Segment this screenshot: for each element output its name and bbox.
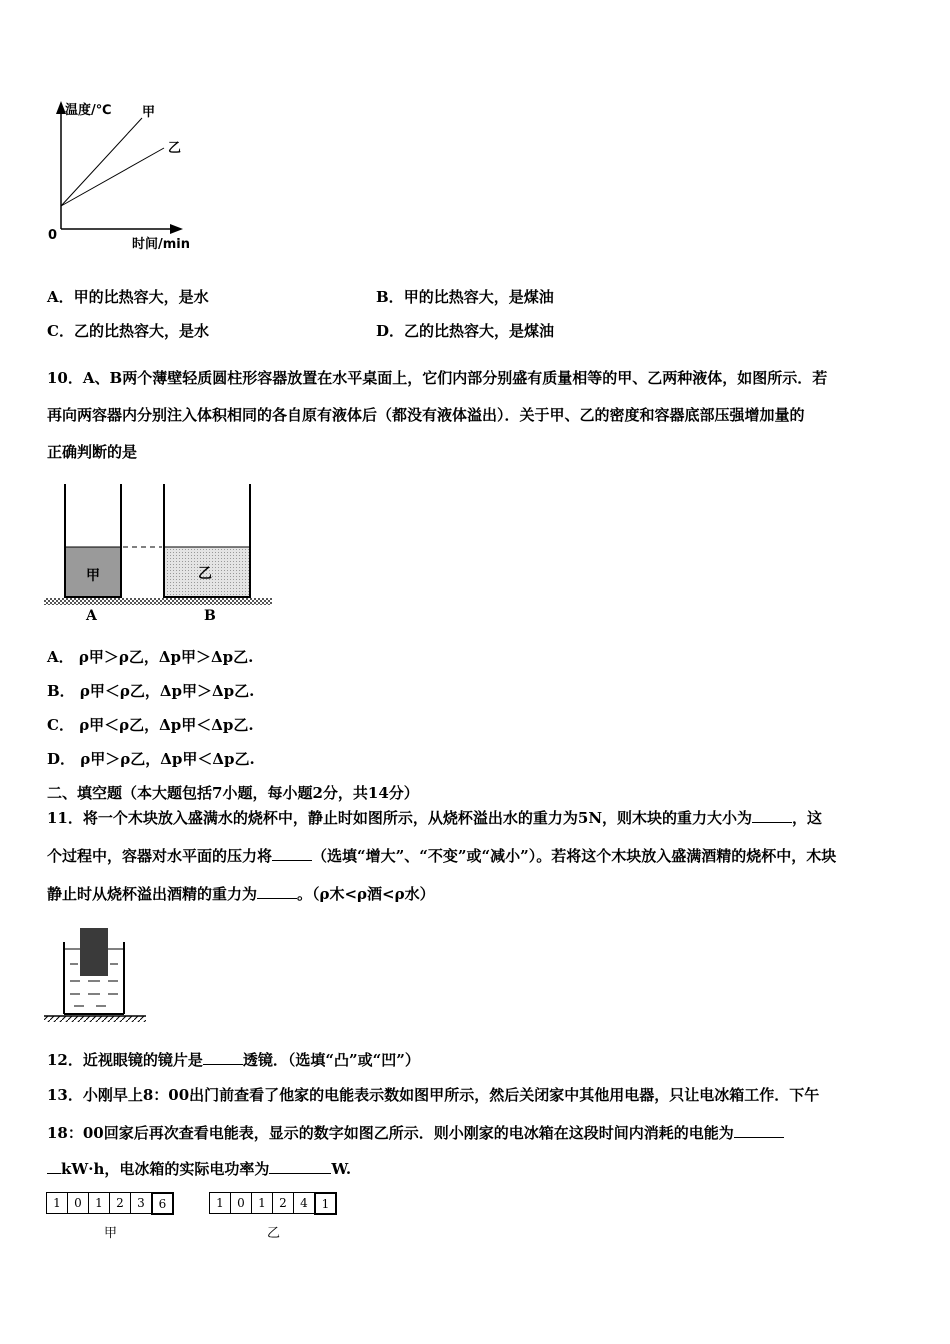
containers-figure: [44, 480, 276, 625]
q11-line1: 11．将一个木块放入盛满水的烧杯中，静止时如图所示，从烧杯溢出水的重力为5N，则木块的重力大小为 ，这: [47, 809, 823, 827]
q10-option-a: A． ρ甲＞ρ乙，Δp甲＞Δp乙.: [47, 648, 254, 666]
q10-option-b: B． ρ甲＜ρ乙，Δp甲＞Δp乙.: [47, 682, 255, 700]
q11-line2: 个过程中，容器对水平面的压力将 （选填“增大”、“不变”或“减小”）。若将这个木块放入盛满酒精的烧杯中，木块: [47, 847, 837, 865]
line-b-label: 乙: [168, 141, 182, 156]
q13-line3: kW·h，电冰箱的实际电功率为 W.: [47, 1158, 351, 1179]
liquid-a-label: 甲: [86, 568, 100, 584]
q9-option-a: A．甲的比热容大，是水: [47, 288, 209, 306]
q13-line1: 13．小刚早上8：00出门前查看了他家的电能表示数如图甲所示，然后关闭家中其他用电器，只让电冰箱工作．下午: [47, 1086, 820, 1104]
temperature-time-graph: [40, 96, 220, 256]
meter-a-digit: 2: [109, 1192, 131, 1214]
q13-blank-1[interactable]: [734, 1123, 784, 1138]
q11-line3: 静止时从烧杯溢出酒精的重力为 。（ρ木<ρ酒<ρ水）: [47, 885, 435, 903]
q10-option-d: D． ρ甲＞ρ乙，Δp甲＜Δp乙.: [47, 750, 255, 768]
meter-a-digit: 0: [67, 1192, 89, 1214]
y-axis-label: 温度/℃: [65, 103, 112, 118]
q9-option-b: B．甲的比热容大，是煤油: [376, 288, 554, 306]
x-axis-label: 时间/min: [132, 237, 191, 252]
container-a-label: A: [86, 608, 97, 624]
q10-stem-line3: 正确判断的是: [47, 443, 138, 461]
liquid-b-label: 乙: [198, 566, 212, 582]
meter-a-digit: 3: [130, 1192, 152, 1214]
meter-b-digit: 0: [230, 1192, 252, 1214]
line-a-label: 甲: [142, 105, 156, 120]
meter-b-digit: 1: [314, 1192, 337, 1215]
q12-line: 12．近视眼镜的镜片是 透镜．（选填“凸”或“凹”）: [47, 1051, 420, 1069]
q11-blank-1[interactable]: [752, 808, 792, 823]
origin-label: 0: [48, 228, 58, 243]
meter-a: [47, 1192, 174, 1215]
q9-option-d: D．乙的比热容大，是煤油: [376, 322, 555, 340]
q11-blank-2[interactable]: [272, 846, 312, 861]
q10-stem-line1: 10．A、B两个薄壁轻质圆柱形容器放置在水平桌面上，它们内部分别盛有质量相等的甲、乙两种液体，如图所示．若: [47, 369, 828, 387]
meter-a-caption: 甲: [104, 1226, 118, 1241]
meter-a-digit: 6: [151, 1192, 174, 1215]
q13-blank-1-cont: [47, 1159, 61, 1174]
container-b-label: B: [204, 608, 216, 624]
meter-b-digit: 1: [251, 1192, 273, 1214]
meter-b: [210, 1192, 337, 1215]
meter-a-digit: 1: [46, 1192, 68, 1214]
section-heading: 二、填空题（本大题包括7小题，每小题2分，共14分）: [47, 784, 419, 802]
q13-line2: 18：00回家后再次查看电能表，显示的数字如图乙所示．则小刚家的电冰箱在这段时间内消耗的电能为: [47, 1122, 784, 1143]
q11-blank-3[interactable]: [257, 884, 297, 899]
beaker-figure: [44, 924, 149, 1024]
q9-option-c: C．乙的比热容大，是水: [47, 322, 209, 340]
q10-option-c: C． ρ甲＜ρ乙，Δp甲＜Δp乙.: [47, 716, 254, 734]
meter-b-digit: 1: [209, 1192, 231, 1214]
q12-blank[interactable]: [203, 1050, 243, 1065]
q13-blank-2[interactable]: [269, 1159, 331, 1174]
q10-stem-line2: 再向两容器内分别注入体积相同的各自原有液体后（都没有液体溢出）．关于甲、乙的密度和容器底部压强增加量的: [47, 406, 805, 424]
meter-b-digit: 2: [272, 1192, 294, 1214]
meter-a-digit: 1: [88, 1192, 110, 1214]
meter-b-caption: 乙: [267, 1226, 281, 1241]
meter-b-digit: 4: [293, 1192, 315, 1214]
